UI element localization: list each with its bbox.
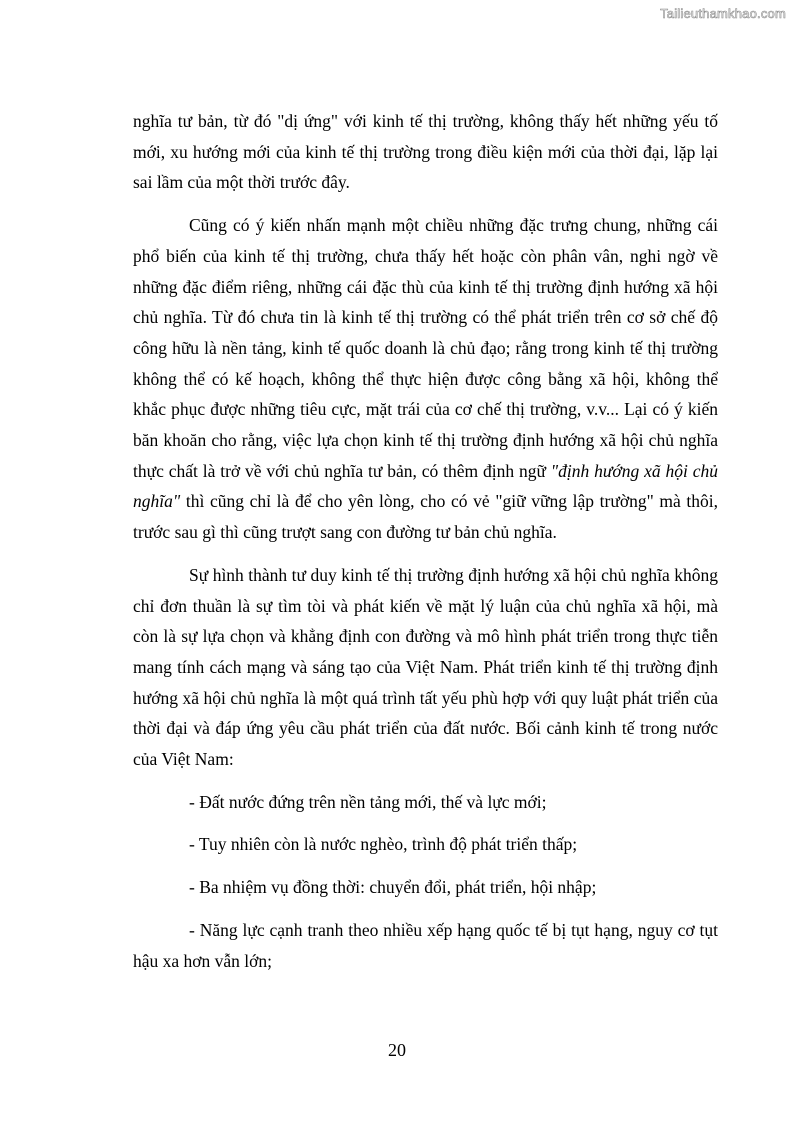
bullet-item-4: - Năng lực cạnh tranh theo nhiều xếp hạng quốc tế bị tụt hạng, nguy cơ tụt hậu xa hơn vẫn lớn; xyxy=(133,919,718,971)
paragraph-2-italic-quote: "định hướng xã hội chủ nghĩa" xyxy=(133,460,718,512)
paragraph-2-text-a: Cũng có ý kiến nhấn mạnh một chiều những đặc trưng chung, những cái phổ biến của kinh tế thị trường, chưa thấy hết hoặc còn phân vân, nghi ngờ về những đặc điểm riêng, những cái đặc thù của kinh tế thị trường định hướng xã hội chủ nghĩa. Từ đó chưa tin là kinh tế thị trường có thể phát triển trên cơ sở chế độ công hữu là nền tảng, kinh tế quốc doanh là chủ đạo; rằng trong kinh tế thị trường không thể có kế hoạch, không thể thực hiện được công bằng xã hội, không thể khắc phục được những tiêu cực, mặt trái của cơ chế thị trường, v.v... Lại có ý kiến băn khoăn cho rằng, việc lựa chọn kinh tế thị trường định hướng xã hội chủ nghĩa thực chất là trở về với chủ nghĩa tư bản, có thêm định ngữ xyxy=(133,215,718,481)
page-number: 20 xyxy=(388,1040,406,1060)
paragraph-3: Sự hình thành tư duy kinh tế thị trường định hướng xã hội chủ nghĩa không chỉ đơn thuần là sự tìm tòi và phát kiến về mặt lý luận của chủ nghĩa xã hội, mà còn là sự lựa chọn và khẳng định con đường và mô hình phát triển trong thực tiễn mang tính cách mạng và sáng tạo của Việt Nam. Phát triển kinh tế thị trường định hướng xã hội chủ nghĩa là một quá trình tất yếu phù hợp với quy luật phát triển của thời đại và đáp ứng yêu cầu phát triển của đất nước. Bối cảnh kinh tế trong nước của Việt Nam: xyxy=(133,564,718,770)
paragraph-1: nghĩa tư bản, từ đó "dị ứng" với kinh tế thị trường, không thấy hết những yếu tố mới, xu hướng mới của kinh tế thị trường trong điều kiện mới của thời đại, lặp lại sai lầm của một thời trước đây. xyxy=(133,111,718,193)
document-body xyxy=(133,106,718,988)
bullet-item-2: - Tuy nhiên còn là nước nghèo, trình độ phát triển thấp; xyxy=(189,834,578,855)
watermark: Tailieuthamkhao.com xyxy=(660,6,786,21)
paragraph-2 xyxy=(133,210,718,548)
paragraph-2-text-b: thì cũng chỉ là để cho yên lòng, cho có vẻ "giữ vững lập trường" mà thôi, trước sau gì thì cũng trượt sang con đường tư bản chủ nghĩa. xyxy=(133,491,718,543)
bullet-item-3: - Ba nhiệm vụ đồng thời: chuyển đổi, phát triển, hội nhập; xyxy=(189,877,597,898)
bullet-item-1: - Đất nước đứng trên nền tảng mới, thế và lực mới; xyxy=(189,791,547,812)
